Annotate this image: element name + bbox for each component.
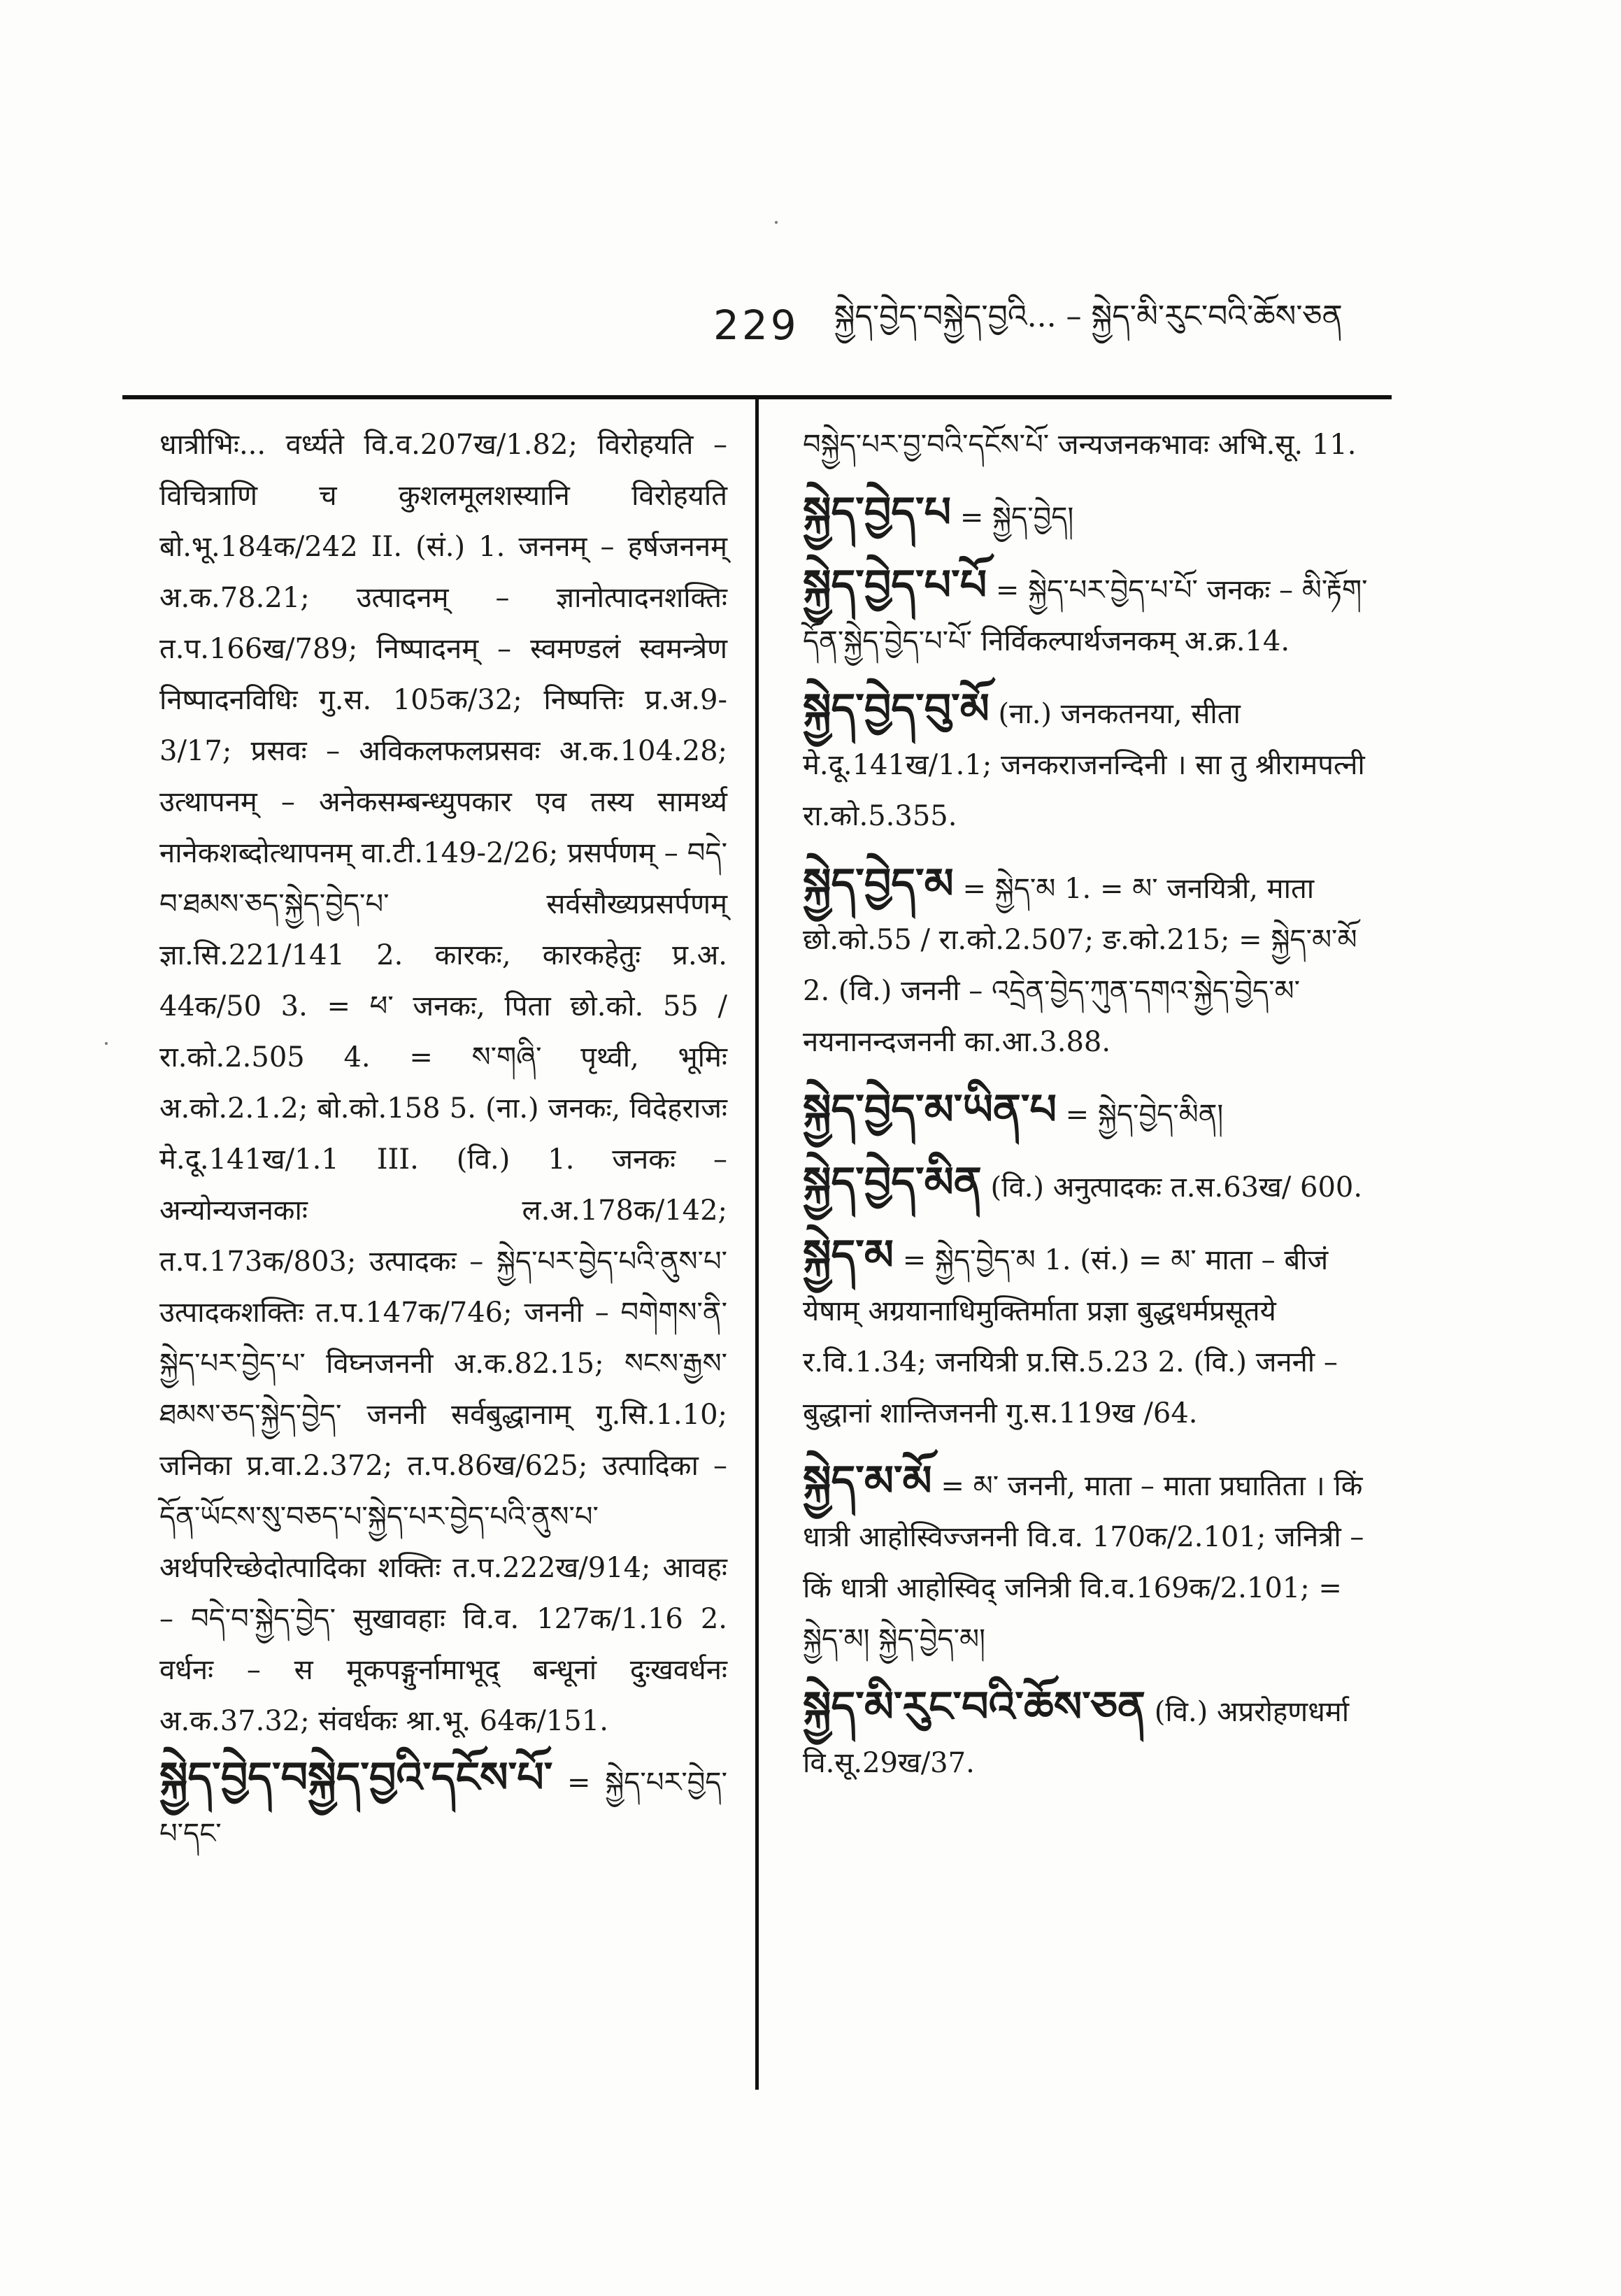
dictionary-entry [803, 482, 1392, 543]
column-divider [755, 397, 759, 2090]
left-column-text: धात्रीभिः... वर्ध्यते वि.व.207ख/1.82; विरोहयति – विचित्राणि च कुशलमूलशस्यानि विरोहयति बो.भू.184क/242 II. (सं.) 1. जननम् – हर्षजननम् अ.क.78.21; उत्पादनम् – ज्ञानोत्पादनशक्तिः त.प.166ख/789; निष्पादनम् – स्वमण्डलं स्वमन्त्रेण निष्पादनविधिः गु.स. 105क/32; निष्पत्तिः प्र.अ.9-3/17; प्रसवः – अविकलफलप्रसवः अ.क.104.28; उत्थापनम् – अनेकसम्बन्ध्युपकार एव तस्य सामर्थ्य नानेकशब्दोत्थापनम् वा.टी.149-2/26; प्रसर्पणम् – བདེ་བ་ཐམས་ཅད་སྐྱེད་བྱེད་པ་ सर्वसौख्यप्रसर्पणम् ज्ञा.सि.221/141 2. कारकः, कारकहेतुः प्र.अ. 44क/50 3. = ཕ་ जनकः, पिता छो.को. 55 / रा.को.2.505 4. = ས་གཞི་ पृथ्वी, भूमिः अ.को.2.1.2; बो.को.158 5. (ना.) जनकः, विदेहराजः मे.दू.141ख/1.1 III. (वि.) 1. जनकः – अन्योन्यजनकाः ल.अ.178क/142; त.प.173क/803; उत्पादकः – སྐྱེད་པར་བྱེད་པའི་ནུས་པ་ उत्पादकशक्तिः त.प.147क/746; जननी – བགེགས་ནི་སྐྱེད་པར་བྱེད་པ་ विघ्नजननी अ.क.82.15; སངས་རྒྱས་ཐམས་ཅད་སྐྱེད་བྱེད་ जननी सर्वबुद्धानाम् गु.सि.1.10; जनिका प्र.वा.2.372; त.प.86ख/625; उत्पादिका – དོན་ཡོངས་སུ་བཅད་པ་སྐྱེད་པར་བྱེད་པའི་ནུས་པ་ अर्थपरिच्छेदोत्पादिका शक्तिः त.प.222ख/914; आवहः – བདེ་བ་སྐྱེད་བྱེད་ सुखावहाः वि.व. 127क/1.16 2. वर्धनः – स मूकपङ्गुर्नामाभूद् बन्धूनां दुःखवर्धनः अ.क.37.32; संवर्धकः श्रा.भू. 64क/151. [159, 429, 727, 1737]
entry-body: = སྐྱེད་བྱེད་མིན། [1065, 1099, 1224, 1131]
entry-body: = སྐྱེད་མ 1. = མ་ जनयित्री, माता छो.को.55 / रा.को.2.507; ङ.को.215; = སྐྱེད་མ་མོ 2. (वि.) जननी – འདྲེན་བྱེད་ཀུན་དགའ་སྐྱེད་བྱེད་མ་ नयनानन्दजननी का.आ.3.88. [803, 873, 1357, 1058]
entry-body: (वि.) अप्ररोहणधर्मा वि.सू.29ख/37. [803, 1696, 1350, 1779]
entry-body: = སྐྱེད་པར་བྱེད་པ་དང་ [159, 1767, 727, 1850]
dictionary-entry [803, 420, 1392, 471]
headword: སྐྱེད་བྱེད་མིན [803, 1158, 982, 1207]
dictionary-entry [803, 678, 1392, 842]
dictionary-entry [803, 1676, 1392, 1789]
entry-body: (वि.) अनुत्पादकः त.स.63ख/ 600. [990, 1171, 1363, 1204]
running-head: སྐྱེད་བྱེད་བསྐྱེད་བྱའི... – སྐྱེད་མི་རུང་བའི་ཆོས་ཅན [834, 299, 1343, 334]
left-column [159, 420, 727, 1860]
dictionary-entry [803, 1450, 1392, 1665]
headword: སྐྱེད་བྱེད་མ [803, 860, 954, 908]
entry-body: = མ་ जननी, माता – माता प्रघातिता । किं धात्री आहोस्विज्जननी वि.व. 170क/2.101; जनित्री – किं धात्री आहोस्विद् जनित्री वि.व.169क/2.101; = སྐྱེད་མ། སྐྱེད་བྱེད་མ། [803, 1470, 1364, 1655]
entry-body: = སྐྱེད་བྱེད། [959, 501, 1074, 534]
headword: སྐྱེད་མ་མོ [803, 1457, 932, 1506]
headword: སྐྱེད་བྱེད་པ་པོ [803, 561, 987, 610]
headword: སྐྱེད་བྱེད་བསྐྱེད་བྱའི་དངོས་པོ་ [159, 1753, 553, 1802]
headword: སྐྱེད་མ [803, 1231, 894, 1280]
headword: སྐྱེད་མི་རུང་བའི་ཆོས་ཅན [803, 1683, 1146, 1732]
headword: སྐྱེད་བྱེད་མ་ཡིན་པ [803, 1085, 1057, 1134]
speck [775, 221, 778, 224]
entry-body: (ना.) जनकतनया, सीता मे.दू.141ख/1.1; जनकराजनन्दिनी । सा तु श्रीरामपत्नी रा.को.5.355. [803, 698, 1365, 832]
speck [105, 1042, 108, 1045]
headword: སྐྱེད་བྱེད་པ [803, 488, 952, 537]
last-entry [159, 1747, 727, 1860]
dictionary-entry [803, 1225, 1392, 1439]
page-number: 229 [713, 301, 799, 349]
page-header [713, 294, 1399, 357]
entry-body: བསྐྱེད་པར་བྱ་བའི་དངོས་པོ་ जन्यजनकभावः अभि.सू. 11. [803, 429, 1357, 461]
dictionary-entry [803, 555, 1392, 667]
entry-body: = སྐྱེད་པར་བྱེད་པ་པོ་ जनकः – མི་རྟོག་དོན་སྐྱེད་བྱེད་པ་པོ་ निर्विकल्पार्थजनकम् अ.क्र.14. [803, 574, 1368, 657]
right-column [803, 420, 1392, 1800]
entry-body: = སྐྱེད་བྱེད་མ 1. (सं.) = མ་ माता – बीजं येषाम् अग्रयानाधिमुक्तिर्माता प्रज्ञा बुद्धधर्मप्रसूतये र.वि.1.34; जनयित्री प्र.सि.5.23 2. (वि.) जननी – बुद्धानां शान्तिजननी गु.स.119ख /64. [803, 1244, 1338, 1429]
dictionary-entry [803, 1079, 1392, 1141]
headword: སྐྱེད་བྱེད་བུ་མོ [803, 685, 990, 734]
dictionary-entry [803, 1152, 1392, 1213]
dictionary-entry [803, 853, 1392, 1068]
